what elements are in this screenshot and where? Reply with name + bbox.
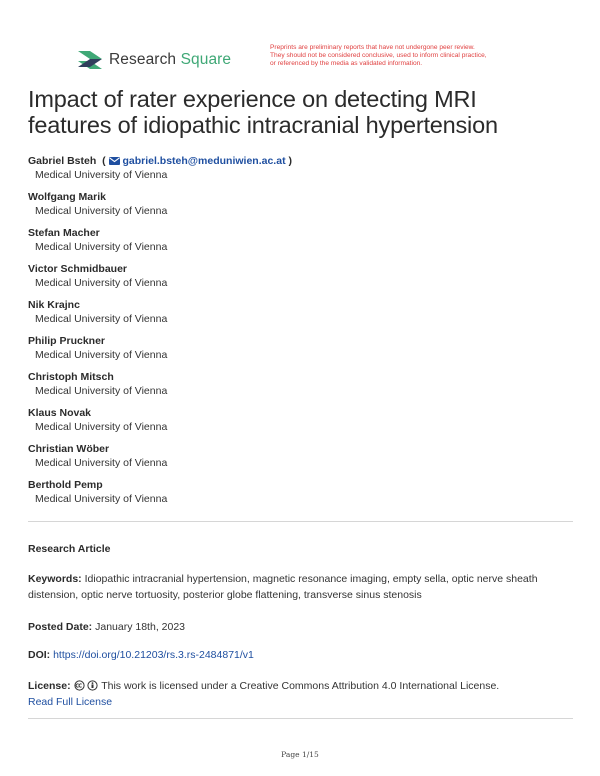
creative-commons-icon (74, 680, 85, 691)
license-label: License: (28, 680, 71, 692)
author-affiliation: Medical University of Vienna (35, 277, 168, 289)
author-affiliation: Medical University of Vienna (35, 349, 168, 361)
read-full-license-link[interactable]: Read Full License (28, 696, 113, 708)
author-affiliation: Medical University of Vienna (35, 313, 168, 325)
author-name: Stefan Macher (28, 227, 100, 239)
posted-date-label: Posted Date: (28, 621, 93, 633)
author-entry (28, 298, 568, 334)
license (28, 678, 573, 710)
author-name: Victor Schmidbauer (28, 263, 128, 275)
author-affiliation: Medical University of Vienna (35, 457, 168, 469)
article-type: Research Article (28, 543, 111, 555)
doi-label: DOI: (28, 649, 51, 661)
doi (28, 647, 573, 663)
author-name: Christian Wöber (28, 443, 110, 455)
author-entry (28, 406, 568, 442)
logo-text: Research Square (109, 51, 232, 68)
preprint-disclaimer: Preprints are preliminary reports that have not undergone peer review. They should not be considered conclusive, used to inform clinical practice, or referenced by the media as validated information. (270, 44, 487, 67)
author-name: Nik Krajnc (28, 299, 80, 311)
section-divider (28, 718, 573, 719)
author-entry (28, 262, 568, 298)
keywords (28, 571, 573, 603)
envelope-icon (109, 157, 120, 165)
author-name: Klaus Novak (28, 407, 92, 419)
research-square-logo-icon (76, 48, 104, 72)
author-entry (28, 442, 568, 478)
research-square-logo[interactable] (76, 48, 231, 72)
author-name: Gabriel Bsteh ( gabriel.bsteh@meduniwien.ac.at ) (28, 155, 292, 167)
author-affiliation: Medical University of Vienna (35, 493, 168, 505)
attribution-icon (87, 680, 98, 691)
keywords-label: Keywords: (28, 573, 82, 585)
posted-date-value: January 18th, 2023 (95, 621, 186, 633)
author-entry (28, 370, 568, 406)
author-entry (28, 190, 568, 226)
doi-link[interactable]: https://doi.org/10.21203/rs.3.rs-2484871/v1 (53, 649, 254, 661)
author-name: Philip Pruckner (28, 335, 106, 347)
author-entry (28, 154, 568, 190)
author-list (28, 154, 568, 514)
section-divider (28, 521, 573, 522)
author-name: Berthold Pemp (28, 479, 103, 491)
author-entry (28, 478, 568, 514)
author-name: Wolfgang Marik (28, 191, 106, 203)
keywords-text: Idiopathic intracranial hypertension, magnetic resonance imaging, empty sella, optic nerve sheath distension, optic nerve tortuosity, posterior globe flattening, transverse sinus stenosis (28, 573, 538, 601)
page-number: Page 1/15 (281, 750, 319, 759)
author-affiliation: Medical University of Vienna (35, 385, 168, 397)
author-affiliation: Medical University of Vienna (35, 421, 168, 433)
author-affiliation: Medical University of Vienna (35, 205, 168, 217)
author-affiliation: Medical University of Vienna (35, 169, 168, 181)
author-entry (28, 226, 568, 262)
author-affiliation: Medical University of Vienna (35, 241, 168, 253)
site-header (76, 44, 596, 80)
license-text: This work is licensed under a Creative Commons Attribution 4.0 International License. (101, 680, 500, 692)
paper-title: Impact of rater experience on detecting MRI features of idiopathic intracranial hypertension (28, 86, 498, 138)
author-name: Christoph Mitsch (28, 371, 114, 383)
author-email-link[interactable]: gabriel.bsteh@meduniwien.ac.at (122, 155, 286, 167)
author-entry (28, 334, 568, 370)
posted-date (28, 619, 573, 635)
